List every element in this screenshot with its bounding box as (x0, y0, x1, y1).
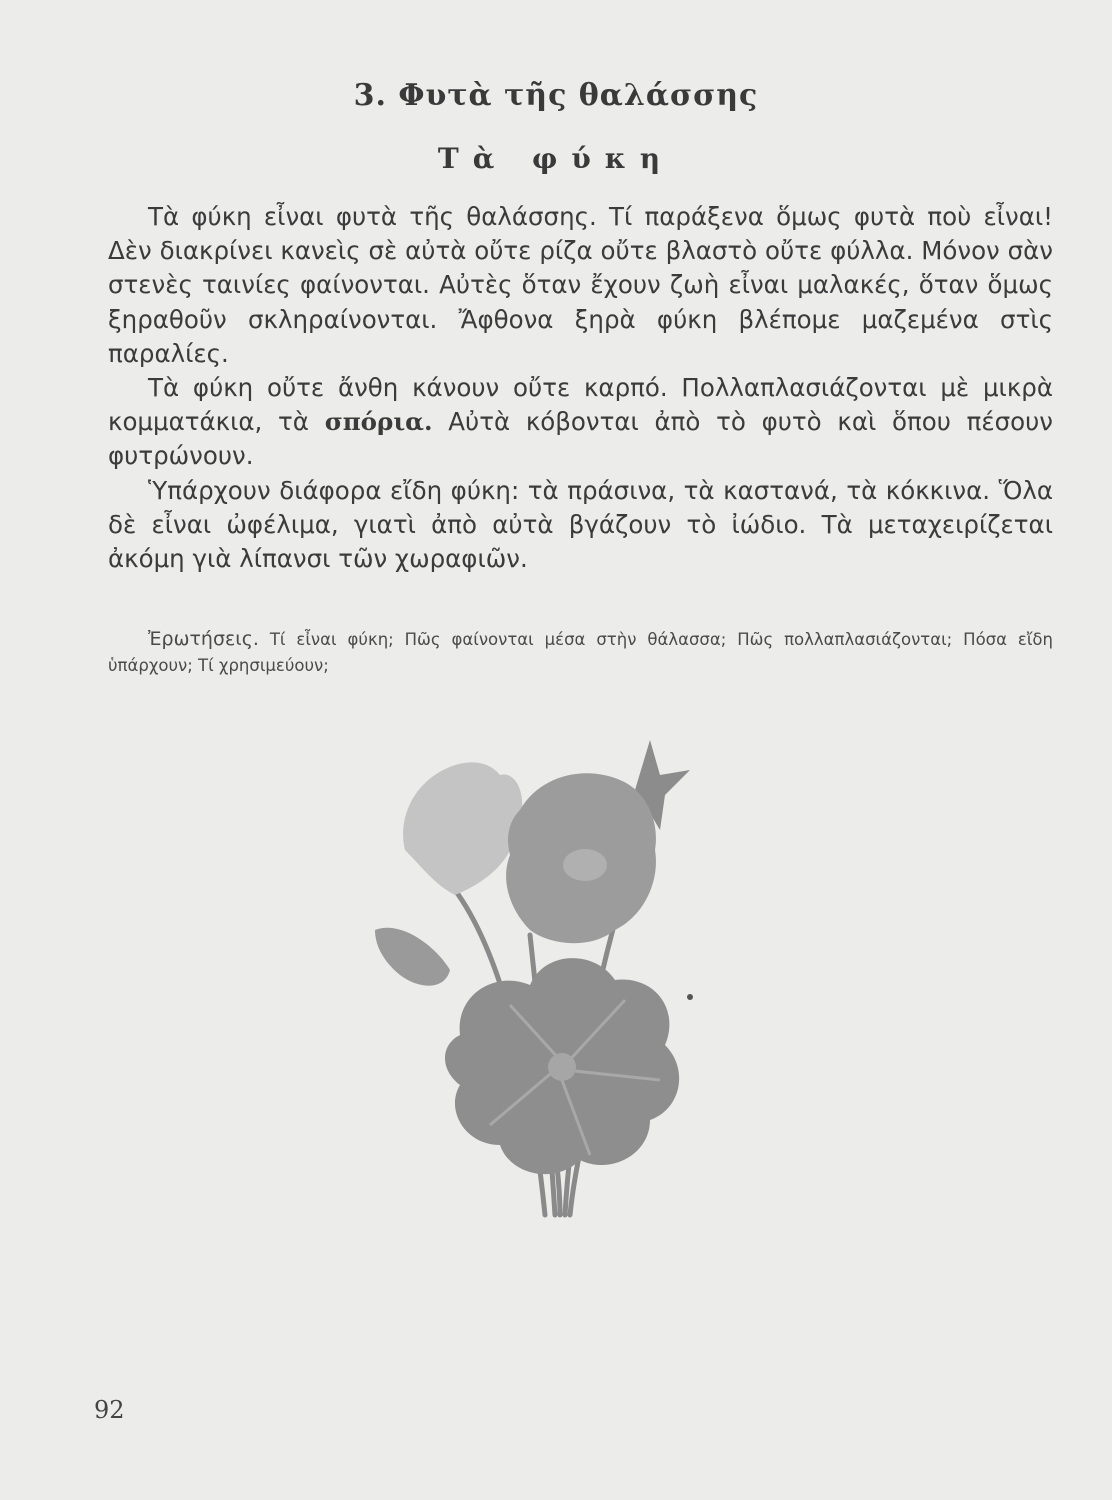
questions-block (108, 626, 1053, 679)
questions-label: Ἐρωτήσεις. (148, 628, 259, 650)
paragraph-2 (108, 371, 1053, 474)
questions-text: Τί εἶναι φύκη; Πῶς φαίνονται μέσα στὴν θάλασσα; Πῶς πολλαπλασιάζονται; Πόσα εἴδη ὑπάρχουν; Τί χρησιμεύουν; (108, 630, 1053, 675)
chapter-title: 3. Φυτὰ τῆς θαλάσσης (353, 78, 759, 113)
section-title: Τὰ φύκη (437, 142, 675, 175)
paragraph-2-bold-term: σπόρια. (324, 407, 433, 437)
paragraph-2-text-a: Τὰ φύκη οὔτε ἄνθη κάνουν οὔτε καρπό. Πολλαπλασιάζονται μὲ μικρὰ κομματάκια, τὰ (108, 373, 1053, 437)
paragraph-3-text: Ὑπάρχουν διάφορα εἴδη φύκη: τὰ πράσινα, τὰ καστανά, τὰ κόκκινα. Ὅλα δὲ εἶναι ὠφέλιμα, γιατὶ ἀπὸ αὐτὰ βγάζουν τὸ ἰώδιο. Τὰ μεταχειρίζεται ἀκόμη γιὰ λίπανσι τῶν χωραφιῶν. (108, 475, 1053, 574)
body-text (108, 200, 1053, 576)
paragraph-1-text: Τὰ φύκη εἶναι φυτὰ τῆς θαλάσσης. Τί παράξενα ὅμως φυτὰ ποὺ εἶναι! Δὲν διακρίνει κανεὶς σὲ αὐτὰ οὔτε ρίζα οὔτε βλαστὸ οὔτε φύλλα. Μόνον σὰν στενὲς ταινίες φαίνονται. Αὐτὲς ὅταν ἔχουν ζωὴ εἶναι μαλακές, ὅταν ὅμως ξηραθοῦν σκληραίνονται. Ἄφθονα ξηρὰ φύκη βλέπομε μαζεμένα στὶς παραλίες. (108, 202, 1053, 368)
page-number: 92 (94, 1396, 125, 1424)
paragraph-1 (108, 200, 1053, 371)
bud-left (375, 928, 450, 986)
paragraph-3 (108, 474, 1053, 577)
paragraph-2-text-b: Αὐτὰ κόβονται ἀπὸ τὸ φυτὸ καὶ ὅπου πέσουν φυτρώνουν. (108, 407, 1053, 471)
flower-upper-left (403, 762, 522, 895)
flower-bouquet-illustration (360, 735, 720, 1255)
